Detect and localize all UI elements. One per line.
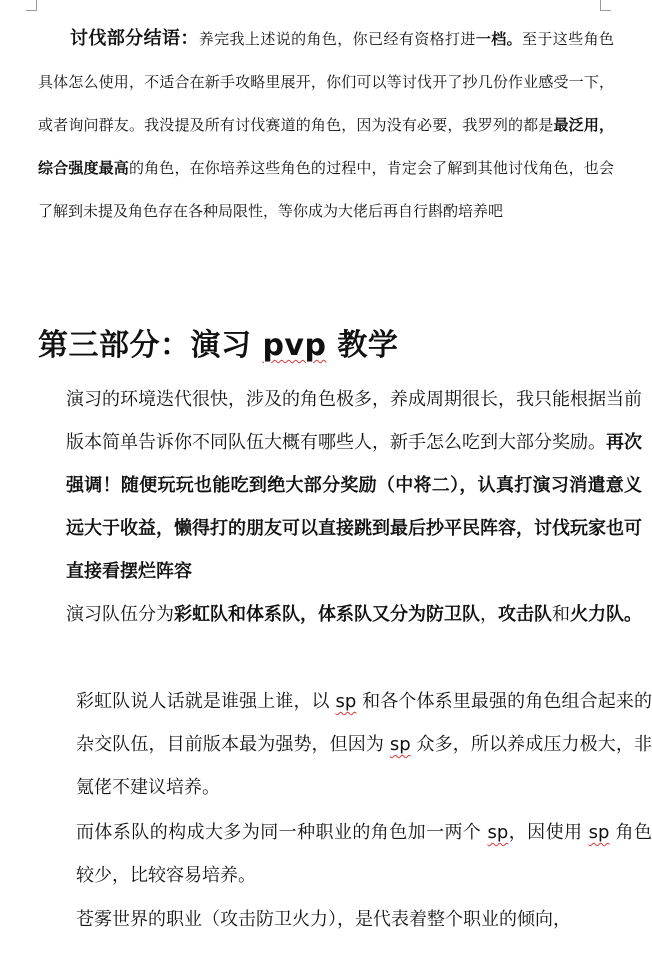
- heading-text: 教学: [326, 328, 399, 363]
- text-run: 苍雾世界的职业（攻击防卫火力），是代表着整个职业的倾向，: [76, 909, 571, 930]
- text-run: 和: [552, 604, 570, 625]
- bold-run: 攻击队: [498, 604, 552, 625]
- conclusion-lead: 讨伐部分结语：: [70, 28, 199, 49]
- page-corner-mark-right: [600, 0, 611, 11]
- text-run: 至于这些角色具体怎么使用，不适合在新手攻略里展开，你们可以等讨伐开了抄几份作业感受一下，或者询问群友。我没提及所有讨伐赛道的角色，因为没有必要，我罗列的都是: [38, 30, 614, 134]
- text-run: 的角色，在你培养这些角色的过程中，肯定会了解到其他讨伐角色，也会了解到未提及角色存在各种局限性，等你成为大佬后再自行斟酌培养吧: [38, 159, 614, 220]
- text-run: 彩虹队说人话就是谁强上谁，以: [76, 691, 336, 712]
- bold-run: 火力队。: [570, 604, 642, 625]
- bold-run: 再次强调！随便玩玩也能吃到绝大部分奖励（中将二），认真打演习消遣意义远大于收益，懒得打的朋友可以直接跳到最后抄平民阵容，讨伐玩家也可直接看摆烂阵容: [66, 432, 642, 582]
- section-heading: [38, 322, 614, 370]
- text-run: 演习的环境迭代很快，涉及的角色极多，养成周期很长，我只能根据当前版本简单告诉你不同队伍大概有哪些人，新手怎么吃到大部分奖励。: [66, 389, 642, 453]
- paragraph-classes: [38, 898, 652, 941]
- paragraph-intro: [38, 378, 642, 593]
- spellcheck-word: pvp: [262, 328, 327, 363]
- text-run: 角色较少，比较容易培养。: [76, 822, 652, 886]
- text-run: 和各个体系里最强的角色组合起来的杂交队伍，目前版本最为强势，但因为: [76, 691, 652, 755]
- spellcheck-word: sp: [487, 822, 509, 843]
- text-run: 养完我上述说的角色，你已经有资格打进: [198, 30, 476, 48]
- paragraph-team-types: [38, 593, 642, 636]
- paragraph-conclusion: [38, 17, 614, 233]
- spellcheck-word: sp: [335, 691, 357, 712]
- text-run: 演习队伍分为: [66, 604, 174, 625]
- spellcheck-word: sp: [588, 822, 610, 843]
- text-run: 众多，所以养成压力极大，非氪佬不建议培养。: [76, 734, 652, 798]
- page-corner-mark-left: [26, 0, 37, 11]
- bold-run: 彩虹队和体系队，体系队又分为防卫队: [174, 604, 480, 625]
- text-run: ，因使用: [508, 822, 589, 843]
- spellcheck-word: sp: [389, 734, 411, 755]
- paragraph-system-team: [38, 811, 652, 897]
- heading-text: 第三部分：演习: [38, 328, 263, 363]
- bold-run: 一档。: [475, 30, 523, 48]
- text-run: 而体系队的构成大多为同一种职业的角色加一两个: [76, 822, 488, 843]
- paragraph-rainbow-team: [38, 680, 652, 809]
- text-run: ，: [480, 604, 498, 625]
- bold-run: 最泛用，综合强度最高: [38, 116, 614, 177]
